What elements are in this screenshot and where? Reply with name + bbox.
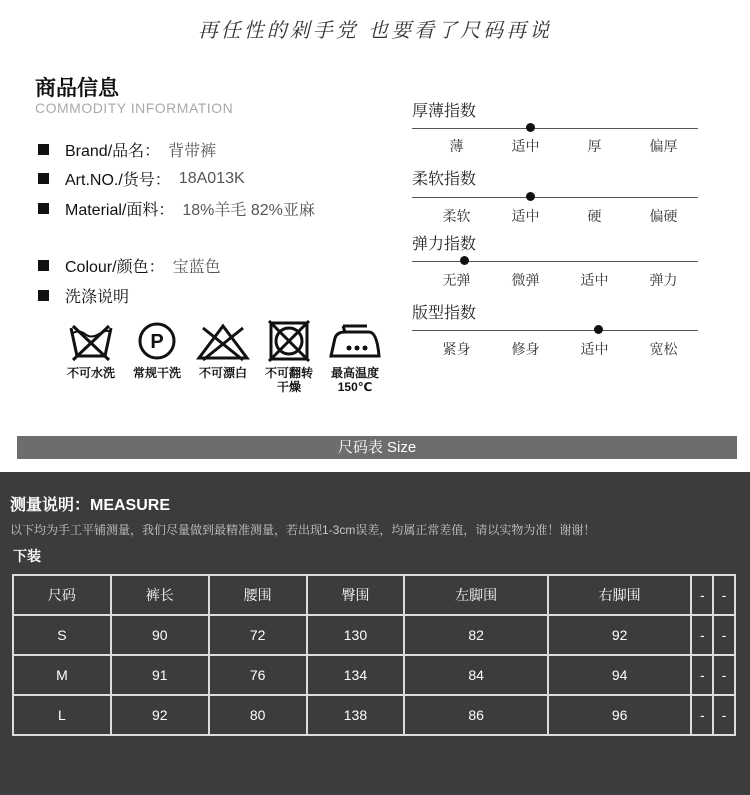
- brand-label: Brand/品名：: [65, 143, 161, 160]
- care-no-bleach: [190, 320, 256, 394]
- table-row: [13, 695, 735, 735]
- index-title: 柔软指数: [412, 171, 477, 188]
- table-header-cell: 右脚围: [548, 575, 692, 615]
- info-row-material: [38, 197, 315, 220]
- table-header-cell: 尺码: [13, 575, 111, 615]
- care-iron: [322, 320, 388, 394]
- table-cell: 91: [111, 655, 209, 695]
- table-cell: M: [13, 655, 111, 695]
- table-cell: 90: [111, 615, 209, 655]
- care-label: 不可水洗: [66, 366, 115, 380]
- table-row: [13, 655, 735, 695]
- info-row-wash: [38, 284, 129, 307]
- index-option: 适中: [580, 272, 609, 288]
- index-option: 适中: [511, 208, 540, 224]
- bullet-square-icon: [38, 290, 49, 301]
- care-dry-clean: [124, 320, 190, 394]
- table-header-cell: -: [691, 575, 713, 615]
- index-option: 微弹: [511, 272, 540, 288]
- table-cell: 76: [209, 655, 307, 695]
- table-cell: 72: [209, 615, 307, 655]
- index-option: 厚: [587, 138, 602, 154]
- table-cell: -: [713, 655, 735, 695]
- table-header-cell: -: [713, 575, 735, 615]
- table-header-cell: 左脚围: [404, 575, 548, 615]
- index-option: 无弹: [442, 272, 471, 288]
- index-marker-dot: [526, 192, 535, 201]
- index-option: 适中: [580, 341, 609, 357]
- index-title: 版型指数: [412, 305, 477, 322]
- table-header-cell: 臀围: [307, 575, 405, 615]
- table-cell: -: [691, 695, 713, 735]
- colour-value: 宝蓝色: [172, 259, 221, 276]
- colour-label: Colour/颜色：: [65, 259, 165, 276]
- section-label: 下装: [13, 548, 41, 564]
- info-title: 商品信息: [35, 77, 119, 100]
- care-no-tumble: [256, 320, 322, 394]
- index-scale-line: [412, 128, 698, 129]
- index-option: 适中: [511, 138, 540, 154]
- table-cell: 138: [307, 695, 405, 735]
- index-options: [412, 270, 712, 290]
- index-options: [412, 136, 712, 156]
- index-scale-line: [412, 330, 698, 331]
- info-row-artno: [38, 167, 245, 190]
- index-option: 修身: [511, 341, 540, 357]
- index-marker-dot: [460, 256, 469, 265]
- index-options: [412, 206, 712, 226]
- iron-icon: [325, 320, 385, 362]
- table-header-cell: 腰围: [209, 575, 307, 615]
- table-cell: S: [13, 615, 111, 655]
- table-row: [13, 615, 735, 655]
- slogan: 再任性的剁手党 也要看了尺码再说: [197, 18, 553, 42]
- bullet-square-icon: [38, 144, 49, 155]
- care-label: 不可漂白: [198, 366, 247, 380]
- size-chart-banner: 尺码表 Size: [17, 436, 737, 459]
- dry-clean-p-icon: [131, 320, 183, 362]
- measure-title: 测量说明：MEASURE: [10, 497, 171, 514]
- index-title: 弹力指数: [412, 236, 477, 253]
- index-scale-line: [412, 197, 698, 198]
- table-cell: 82: [404, 615, 548, 655]
- info-subtitle: COMMODITY INFORMATION: [35, 100, 234, 116]
- no-bleach-icon: [195, 320, 251, 362]
- care-label: 常规干洗: [132, 366, 181, 380]
- material-value: 18%羊毛 82%亚麻: [182, 202, 315, 219]
- info-row-colour: [38, 254, 221, 277]
- care-label: 最高温度 150℃: [330, 366, 379, 394]
- index-marker-dot: [594, 325, 603, 334]
- material-label: Material/面料：: [65, 202, 175, 219]
- index-option: 偏厚: [649, 138, 678, 154]
- table-cell: -: [713, 615, 735, 655]
- table-cell: 94: [548, 655, 692, 695]
- table-cell: -: [713, 695, 735, 735]
- no-wash-icon: [65, 320, 117, 362]
- bullet-square-icon: [38, 260, 49, 271]
- wash-label: 洗涤说明: [65, 289, 130, 306]
- table-header-cell: 裤长: [111, 575, 209, 615]
- index-option: 紧身: [442, 341, 471, 357]
- table-cell: 84: [404, 655, 548, 695]
- no-tumble-dry-icon: [263, 320, 315, 362]
- table-cell: 130: [307, 615, 405, 655]
- index-option: 弹力: [649, 272, 678, 288]
- table-cell: 80: [209, 695, 307, 735]
- table-cell: 92: [111, 695, 209, 735]
- info-row-brand: [38, 138, 216, 161]
- bullet-square-icon: [38, 173, 49, 184]
- care-icons: [58, 320, 388, 394]
- artno-label: Art.NO./货号：: [65, 172, 171, 189]
- table-cell: -: [691, 615, 713, 655]
- brand-value: 背带裤: [168, 143, 217, 160]
- index-option: 偏硬: [649, 208, 678, 224]
- index-elasticity: [412, 231, 712, 291]
- table-header-row: [13, 575, 735, 615]
- measure-section: [0, 472, 750, 795]
- measure-note: 以下均为手工平铺测量，我们尽量做到最精准测量，若出现1-3cm误差，均属正常差值，请以实物为准！谢谢！: [10, 523, 596, 537]
- table-cell: 96: [548, 695, 692, 735]
- index-fit: [412, 300, 712, 360]
- table-cell: -: [691, 655, 713, 695]
- index-softness: [412, 166, 712, 226]
- index-options: [412, 339, 712, 359]
- size-table: [12, 574, 736, 736]
- care-no-wash: [58, 320, 124, 394]
- index-option: 柔软: [442, 208, 471, 224]
- bullet-square-icon: [38, 203, 49, 214]
- index-title: 厚薄指数: [412, 103, 477, 120]
- index-thickness: [412, 98, 712, 158]
- index-option: 宽松: [649, 341, 678, 357]
- index-marker-dot: [526, 123, 535, 132]
- care-label: 不可翻转 干燥: [264, 366, 313, 394]
- index-option: 薄: [449, 138, 464, 154]
- artno-value: 18A013K: [178, 169, 245, 187]
- table-cell: 134: [307, 655, 405, 695]
- table-cell: 92: [548, 615, 692, 655]
- svg-text:P: P: [150, 331, 164, 353]
- index-option: 硬: [587, 208, 602, 224]
- table-cell: 86: [404, 695, 548, 735]
- table-cell: L: [13, 695, 111, 735]
- index-scale-line: [412, 261, 698, 262]
